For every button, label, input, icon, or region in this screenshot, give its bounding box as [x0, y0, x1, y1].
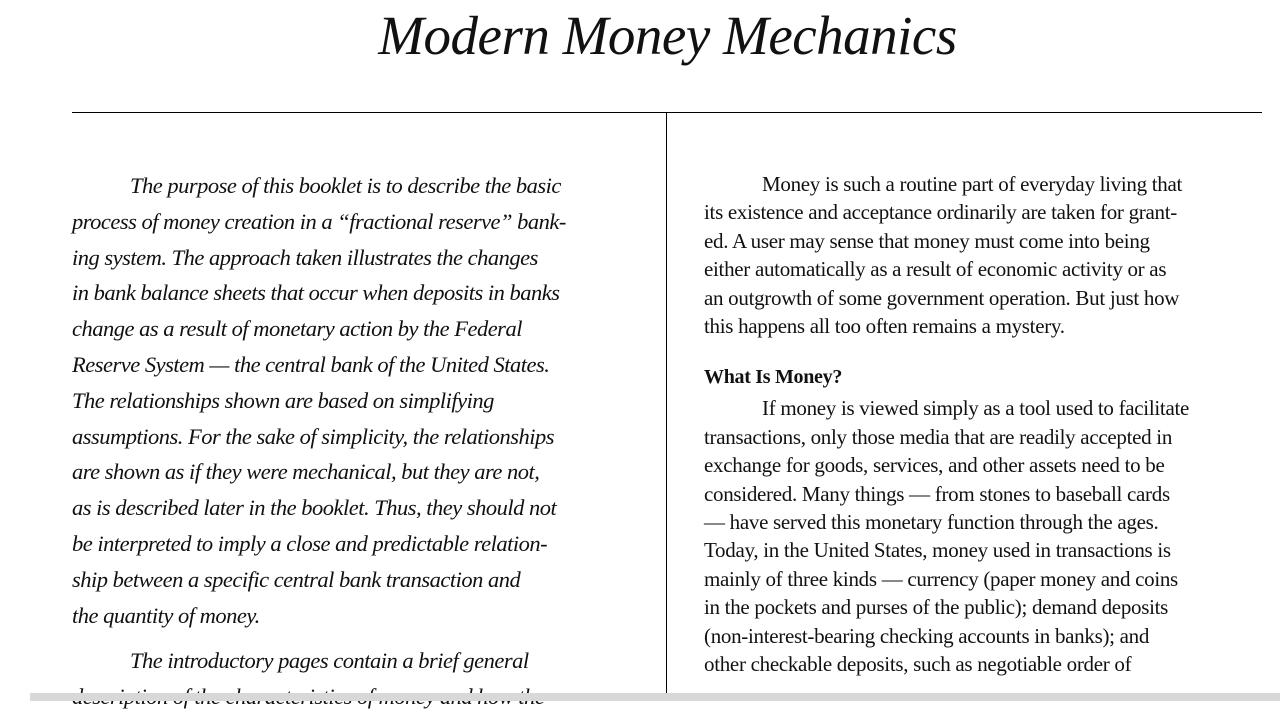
- text-line: either automatically as a result of economic activity or as: [704, 257, 1167, 282]
- text-line: transactions, only those media that are readily accepted in: [704, 424, 1173, 449]
- text-line: The introductory pages contain a brief general: [130, 648, 529, 674]
- text-line: this happens all too often remains a mystery.: [704, 314, 1065, 339]
- text-line: as is described later in the booklet. Thus, they should not: [72, 495, 557, 521]
- section-heading: What Is Money?: [704, 366, 843, 389]
- text-line: ing system. The approach taken illustrates the changes: [72, 244, 538, 270]
- left-column: [72, 168, 642, 725]
- text-line: If money is viewed simply as a tool used to facilitate: [762, 396, 1190, 421]
- text-line: Reserve System — the central bank of the United States.: [72, 351, 550, 377]
- text-line: are shown as if they were mechanical, but they are not,: [72, 459, 540, 485]
- text-line: process of money creation in a “fractional reserve” bank-: [72, 208, 566, 234]
- title-rule: [72, 112, 1262, 113]
- text-line: the quantity of money.: [72, 602, 260, 628]
- what-is-money-paragraph: [704, 394, 1264, 678]
- text-line: other checkable deposits, such as negotiable order of: [704, 652, 1132, 677]
- text-line: its existence and acceptance ordinarily are taken for grant-: [704, 200, 1177, 225]
- right-column: [704, 170, 1264, 679]
- text-line: ship between a specific central bank transaction and: [72, 566, 521, 592]
- text-line: be interpreted to imply a close and predictable relation-: [72, 530, 548, 556]
- column-divider: [666, 112, 667, 701]
- text-line: in the pockets and purses of the public); demand deposits: [704, 595, 1169, 620]
- page-title: Modern Money Mechanics: [378, 5, 957, 66]
- purpose-paragraph: [72, 168, 642, 633]
- text-line: in bank balance sheets that occur when deposits in banks: [72, 280, 560, 306]
- text-line: assumptions. For the sake of simplicity, the relationships: [72, 423, 555, 449]
- intro-paragraph: [704, 170, 1264, 340]
- text-line: The relationships shown are based on simplifying: [72, 387, 494, 413]
- text-line: Today, in the United States, money used in transactions is: [704, 538, 1171, 563]
- introductory-paragraph: [72, 643, 642, 715]
- text-line: change as a result of monetary action by the Federal: [72, 316, 522, 342]
- text-line: — have served this monetary function through the ages.: [704, 510, 1159, 535]
- text-line: Money is such a routine part of everyday living that: [762, 172, 1183, 196]
- text-line: (non-interest-bearing checking accounts in banks); and: [704, 623, 1150, 648]
- text-line: ed. A user may sense that money must come into being: [704, 228, 1150, 253]
- viewport-bottom-edge: [30, 693, 1280, 701]
- text-line: an outgrowth of some government operation. But just how: [704, 285, 1180, 310]
- text-line: mainly of three kinds — currency (paper money and coins: [704, 566, 1178, 591]
- text-line: considered. Many things — from stones to baseball cards: [704, 481, 1170, 506]
- text-line: exchange for goods, services, and other assets need to be: [704, 453, 1165, 478]
- text-line: The purpose of this booklet is to describe the basic: [130, 173, 561, 198]
